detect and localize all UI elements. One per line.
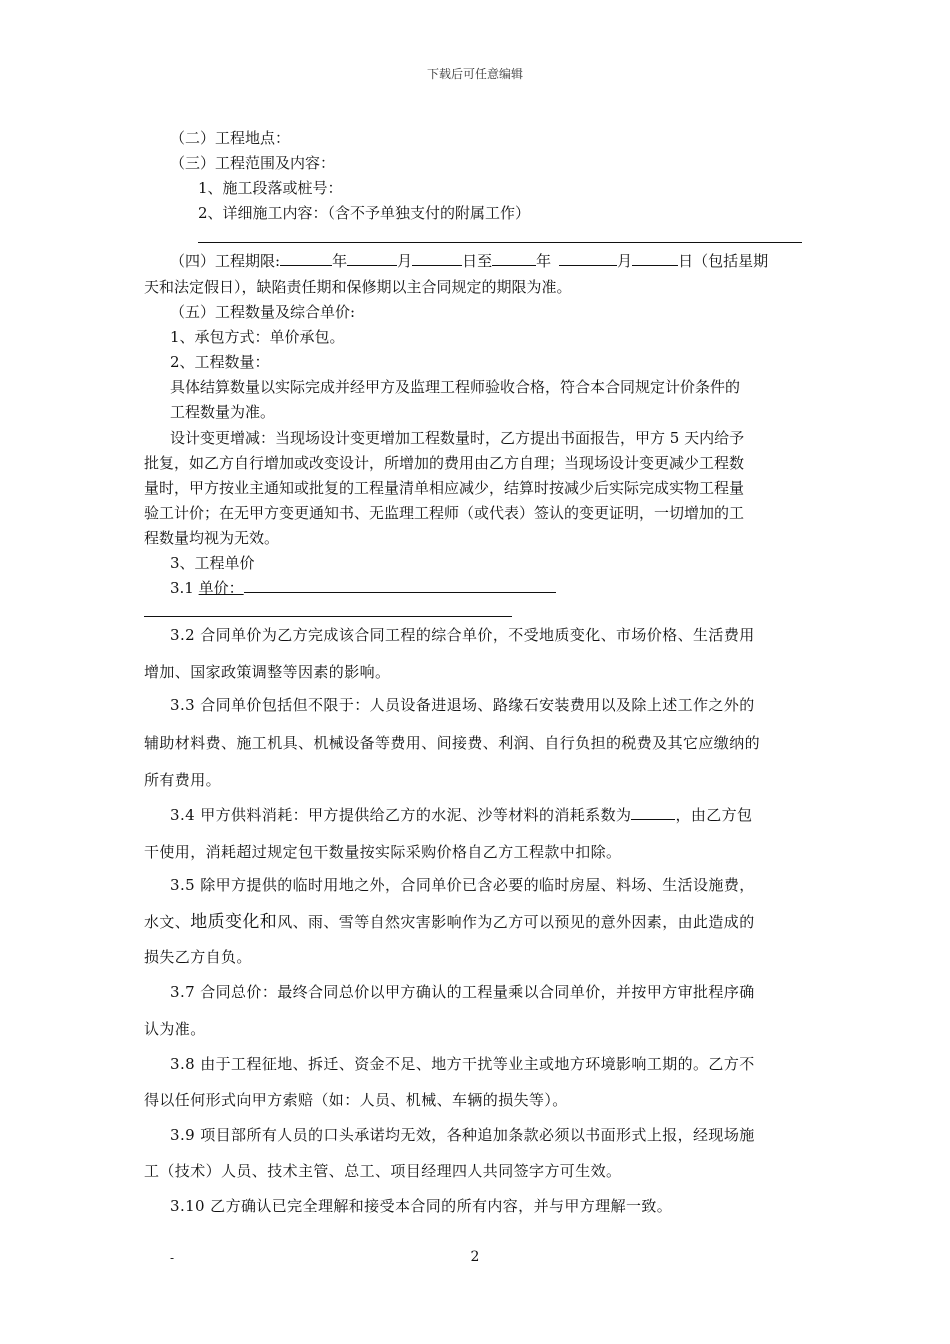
unit-price-line <box>170 578 556 598</box>
change-text-4: 验工计价；在无甲方变更通知书、无监理工程师（或代表）签认的变更证明，一切增加的工 <box>144 504 745 522</box>
clause-3-4-line-2: 干使用，消耗超过规定包干数量按实际采购价格自乙方工程款中扣除。 <box>144 843 622 861</box>
item-segment: 1、施工段落或桩号： <box>198 179 343 197</box>
blank-fill-line <box>198 242 802 243</box>
clause-3-4-text: 3.4 甲方供料消耗：甲方提供给乙方的水泥、沙等材料的消耗系数为 <box>170 806 632 824</box>
clause-3-7-line-2: 认为准。 <box>144 1020 206 1038</box>
month-label-2: 月 <box>617 252 633 270</box>
clause-3-3-line-1: 3.3 合同单价包括但不限于：人员设备进退场、路缘石安装费用以及除上述工作之外的 <box>170 696 755 714</box>
item-quantity: 2、工程数量： <box>170 353 270 371</box>
clause-3-5-line-2 <box>144 912 755 932</box>
day-label-2: 日（包括星期 <box>678 252 769 270</box>
change-text-1: 设计变更增减：当现场设计变更增加工程数量时，乙方提出书面报告，甲方 5 天内给予 <box>170 429 745 447</box>
clause-3-4-line-1 <box>170 805 752 825</box>
section-period <box>170 251 768 271</box>
period-continued: 天和法定假日），缺陷责任期和保修期以主合同规定的期限为准。 <box>144 278 572 296</box>
day-blank <box>412 251 462 266</box>
clause-3-5-line-3: 损失乙方自负。 <box>144 948 252 966</box>
section-scope: （三）工程范围及内容： <box>170 154 336 172</box>
clause-3-1-num: 3.1 <box>170 579 199 597</box>
footer-left-mark: - <box>170 1251 175 1265</box>
period-label: （四）工程期限: <box>170 252 281 270</box>
quantity-text-1: 具体结算数量以实际完成并经甲方及监理工程师验收合格，符合本合同规定计价条件的 <box>170 378 741 396</box>
section-location: （二）工程地点： <box>170 129 291 147</box>
section-quantity: （五）工程数量及综合单价: <box>170 303 356 321</box>
clause-3-4-text-end: ，由乙方包 <box>675 806 753 824</box>
item-unit-price: 3、工程单价 <box>170 554 255 572</box>
item-contract-mode: 1、承包方式：单价承包。 <box>170 328 345 346</box>
year-label-2: 年 <box>536 252 552 270</box>
change-text-2: 批复，如乙方自行增加或改变设计，所增加的费用由乙方自理；当现场设计变更减少工程数 <box>144 454 745 472</box>
clause-3-8-line-2: 得以任何形式向甲方索赔（如：人员、机械、车辆的损失等）。 <box>144 1091 568 1109</box>
change-text-5: 程数量均视为无效。 <box>144 529 280 547</box>
clause-3-5-line-1: 3.5 除甲方提供的临时用地之外，合同单价已含必要的临时房屋、料场、生活设施费， <box>170 876 755 894</box>
clause-3-10: 3.10 乙方确认已完全理解和接受本合同的所有内容，并与甲方理解一致。 <box>170 1197 673 1215</box>
clause-3-9-line-2: 工（技术）人员、技术主管、总工、项目经理四人共同签字方可生效。 <box>144 1162 622 1180</box>
clause-3-2-line-1: 3.2 合同单价为乙方完成该合同工程的综合单价，不受地质变化、市场价格、生活费用 <box>170 626 755 644</box>
month-label: 月 <box>397 252 413 270</box>
clause-3-7-line-1: 3.7 合同总价：最终合同总价以甲方确认的工程量乘以合同单价，并按甲方审批程序确 <box>170 983 755 1001</box>
year-blank <box>280 251 332 266</box>
clause-3-5-part-b: 地质变化和 <box>190 912 278 932</box>
month-blank-2 <box>559 251 617 266</box>
clause-3-2-line-2: 增加、国家政策调整等因素的影响。 <box>144 663 391 681</box>
page-number: 2 <box>470 1249 480 1265</box>
clause-3-5-part-c: 风、雨、雪等自然灾害影响作为乙方可以预见的意外因素，由此造成的 <box>277 913 755 931</box>
day-to-label: 日至 <box>462 252 493 270</box>
clause-3-3-line-2: 辅助材料费、施工机具、机械设备等费用、间接费、利润、自行负担的税费及其它应缴纳的 <box>144 734 761 752</box>
clause-3-3-line-3: 所有费用。 <box>144 771 222 789</box>
year-blank-2 <box>492 251 536 266</box>
change-text-3: 量时，甲方按业主通知或批复的工程量清单相应减少，结算时按减少后实际完成实物工程量 <box>144 479 745 497</box>
day-blank-2 <box>632 251 678 266</box>
consumption-coefficient-blank <box>631 805 675 820</box>
month-blank <box>347 251 397 266</box>
year-label: 年 <box>332 252 348 270</box>
quantity-text-2: 工程数量为准。 <box>170 403 276 421</box>
clause-3-9-line-1: 3.9 项目部所有人员的口头承诺均无效，各种追加条款必须以书面形式上报，经现场施 <box>170 1126 755 1144</box>
clause-3-8-line-1: 3.8 由于工程征地、拆迁、资金不足、地方干扰等业主或地方环境影响工期的。乙方不 <box>170 1055 755 1073</box>
unit-price-blank-line <box>144 616 512 617</box>
clause-3-5-part-a: 水文、 <box>144 913 191 931</box>
unit-price-label: 单价： <box>198 579 244 597</box>
item-detail: 2、详细施工内容：（含不予单独支付的附属工作） <box>198 204 531 222</box>
page-header: 下载后可任意编辑 <box>426 67 523 81</box>
unit-price-blank <box>244 578 556 593</box>
